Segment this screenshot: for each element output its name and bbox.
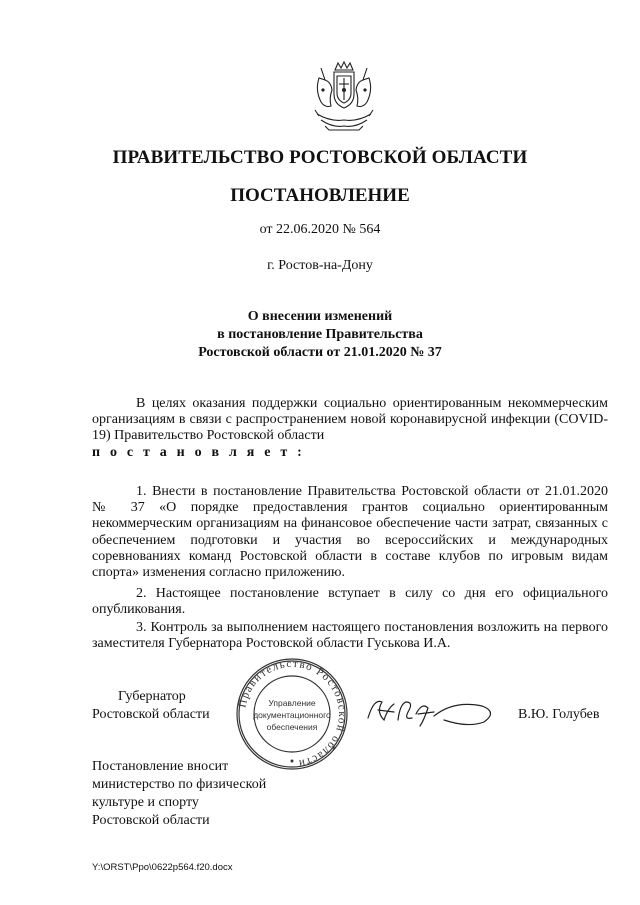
item-text: 3. Контроль за выполнением настоящего постановления возложить на первого заместителя Губернатора Ростовской области Гуськова И.А.	[92, 620, 608, 652]
subject-line: О внесении изменений	[247, 309, 393, 324]
organization-title: ПРАВИТЕЛЬСТВО РОСТОВСКОЙ ОБЛАСТИ	[112, 147, 528, 168]
subject-line: в постановление Правительства	[217, 327, 423, 342]
item-paragraph	[92, 620, 608, 652]
document-subject	[0, 308, 640, 362]
item-text: 1. Внести в постановление Правительства Ростовской области от 21.01.2020 № 37 «О порядке предоставления грантов социально ориентированным некоммерческим организациям на финансовое обеспечение части затрат, связанных с обеспечением подготовки и участия во всероссийских и международных соревнованиях команд Ростовской области в составе клубов по игровым видам спорта» изменения согласно приложению.	[92, 484, 608, 581]
coat-of-arms-emblem	[311, 60, 377, 132]
submitter-line: министерство по физической	[92, 777, 267, 792]
stamp-line: документационного	[253, 710, 331, 720]
signatory-region: Ростовской области	[92, 707, 210, 722]
document-type-title: ПОСТАНОВЛЕНИЕ	[230, 185, 410, 206]
preamble-text: В целях оказания поддержки социально ориентированным некоммерческим организациям в связи с распространением новой коронавирусной инфекции (COVID-19) Правительство Ростовской области	[92, 396, 608, 444]
file-path-footer: Y:\ORST\Ppo\0622p564.f20.docx	[92, 862, 233, 873]
item-paragraph	[92, 586, 608, 618]
signatory-name: В.Ю. Голубев	[518, 707, 600, 722]
item-paragraph	[92, 484, 608, 581]
preamble-paragraph	[92, 396, 608, 461]
handwritten-signature	[364, 690, 496, 730]
document-date-number: от 22.06.2020 № 564	[259, 222, 381, 237]
item-text: 2. Настоящее постановление вступает в силу со дня его официального опубликования.	[92, 586, 608, 618]
document-city: г. Ростов-на-Дону	[267, 258, 373, 273]
stamp-line: Управление	[268, 698, 316, 708]
stamp-ring-text: Правительство Ростовской области	[236, 657, 349, 770]
stamp-line: обеспечения	[266, 722, 318, 732]
official-stamp	[230, 657, 354, 771]
submitter-line: Постановление вносит	[92, 759, 229, 774]
signatory-position: Губернатор	[118, 689, 186, 704]
submitter-line: культуре и спорту	[92, 795, 199, 810]
subject-line: Ростовской области от 21.01.2020 № 37	[198, 345, 442, 360]
submitter-line: Ростовской области	[92, 813, 210, 828]
submitter-block	[92, 758, 266, 830]
decree-word: п о с т а н о в л я е т :	[92, 444, 305, 460]
